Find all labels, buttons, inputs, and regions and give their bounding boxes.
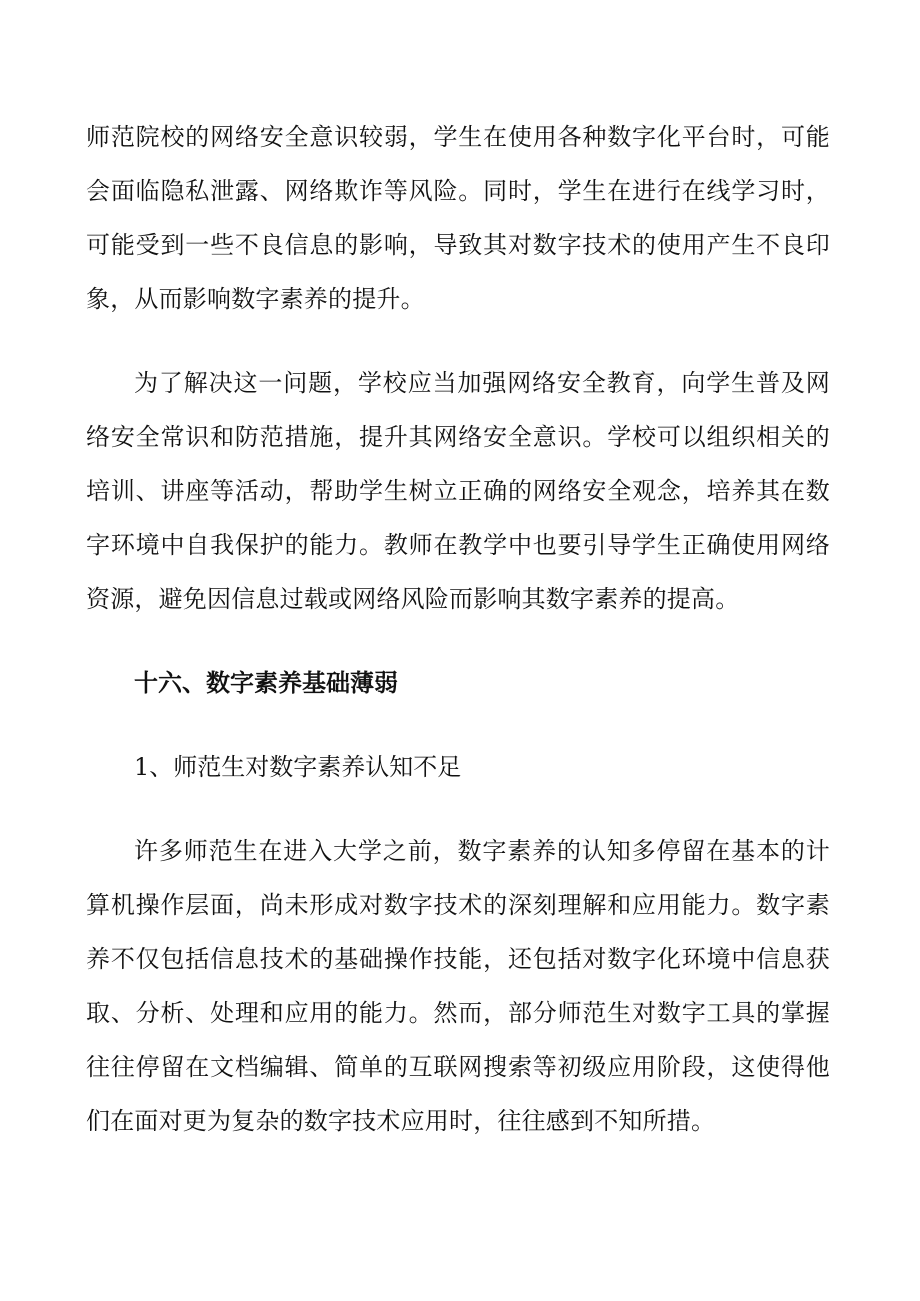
section-heading: 十六、数字素养基础薄弱 xyxy=(134,668,398,697)
paragraph-network-safety-risk: 师范院校的网络安全意识较弱，学生在使用各种数字化平台时，可能会面临隐私泄露、网络欺诈等风险。同时，学生在进行在线学习时，可能受到一些不良信息的影响，导致其对数字技术的使用产生不良印象，从而影响数字素养的提升。 xyxy=(86,123,830,313)
document-body xyxy=(86,110,830,1148)
paragraph-spacer xyxy=(86,326,830,356)
subsection-heading: 1、师范生对数字素养认知不足 xyxy=(134,753,462,781)
paragraph-spacer xyxy=(86,710,830,740)
paragraph-spacer xyxy=(86,626,830,656)
paragraph-digital-literacy-awareness: 许多师范生在进入大学之前，数字素养的认知多停留在基本的计算机操作层面，尚未形成对数字技术的深刻理解和应用能力。数字素养不仅包括信息技术的基础操作技能，还包括对数字化环境中信息获取、分析、处理和应用的能力。然而，部分师范生对数字工具的掌握往往停留在文档编辑、简单的互联网搜索等初级应用阶段，这使得他们在面对更为复杂的数字技术应用时，往往感到不知所措。 xyxy=(86,837,830,1135)
paragraph-network-safety-solution: 为了解决这一问题，学校应当加强网络安全教育，向学生普及网络安全常识和防范措施，提升其网络安全意识。学校可以组织相关的培训、讲座等活动，帮助学生树立正确的网络安全观念，培养其在数字环境中自我保护的能力。教师在教学中也要引导学生正确使用网络资源，避免因信息过载或网络风险而影响其数字素养的提高。 xyxy=(86,369,830,613)
paragraph-spacer xyxy=(86,794,830,824)
